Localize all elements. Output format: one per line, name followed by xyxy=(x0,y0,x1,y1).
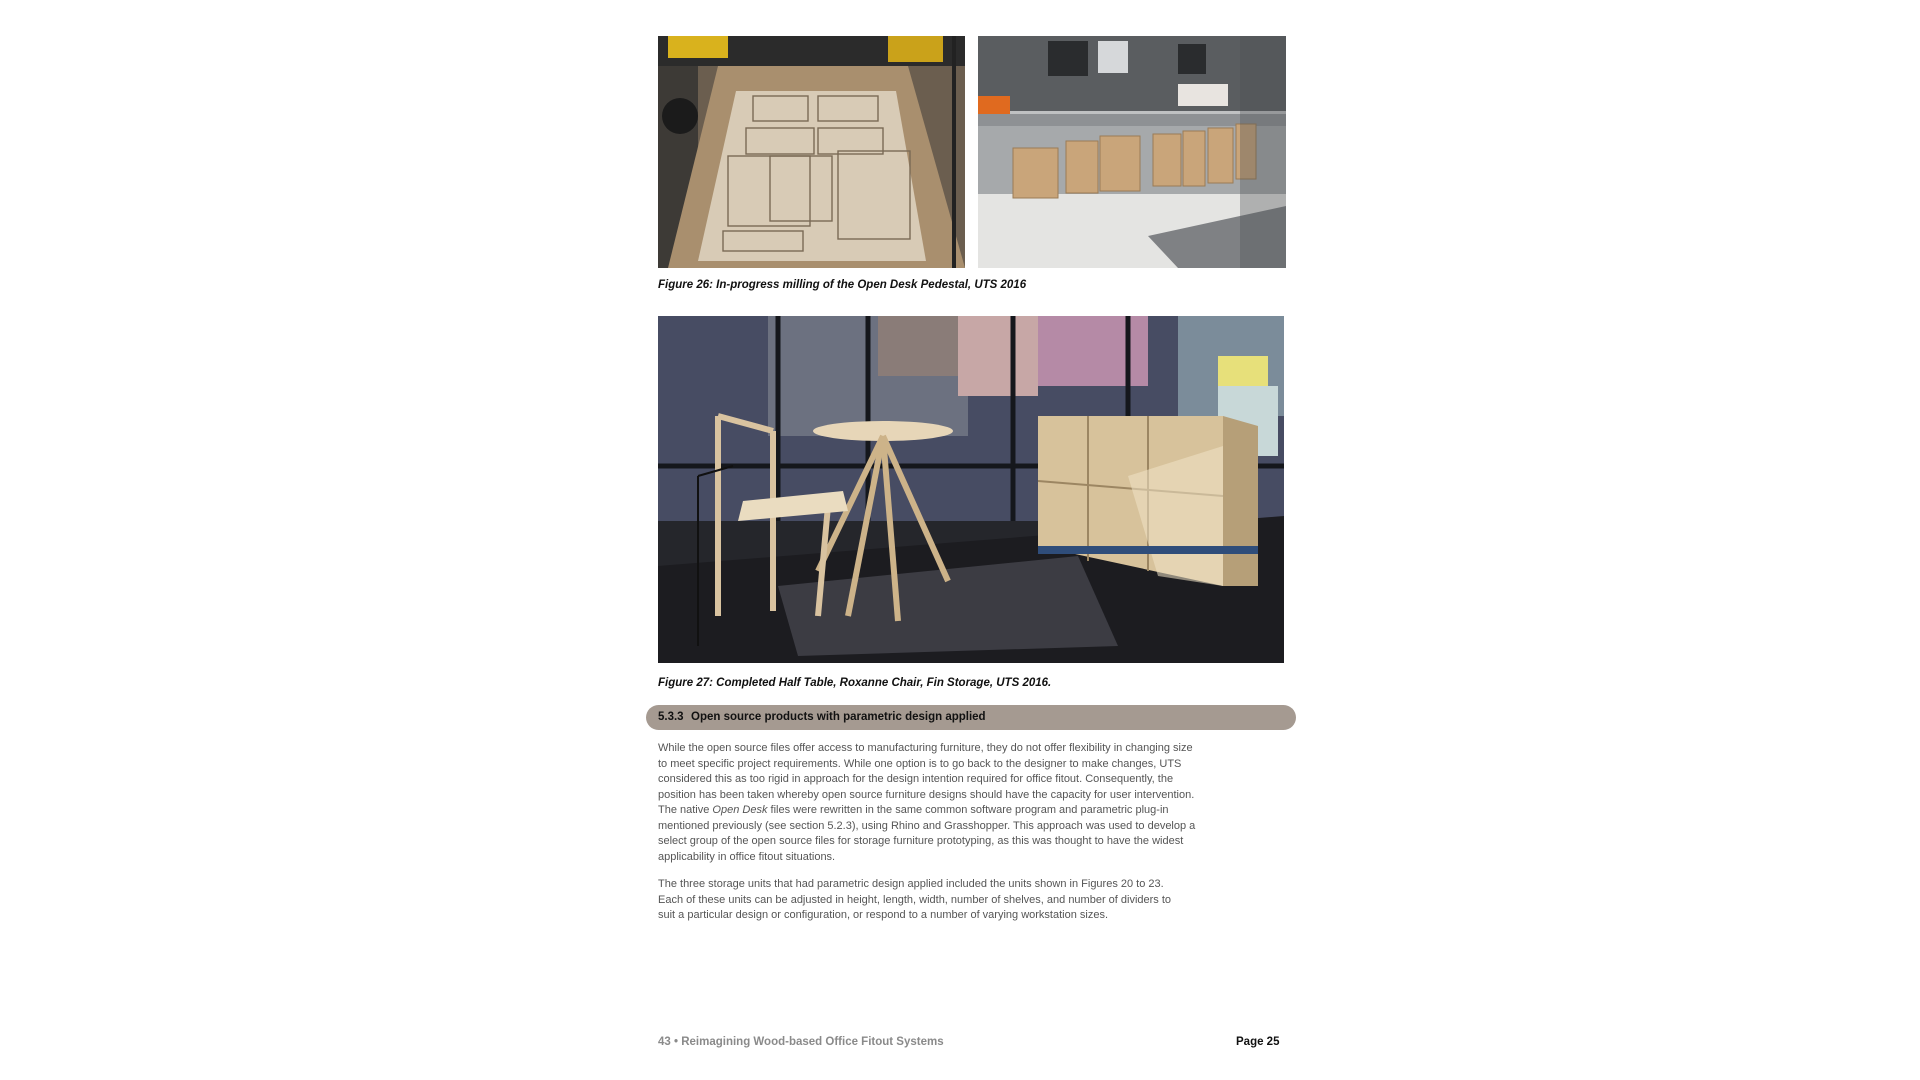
paragraph-line: select group of the open source files for storage furniture prototyping, as this was thought to have the widest xyxy=(658,835,1184,847)
paragraph-line: to meet specific project requirements. While one option is to go back to the designer to make changes, UTS xyxy=(658,757,1182,770)
paragraph-line: considered this as too rigid in approach for the design intention required for office fitout. Consequently, the xyxy=(658,773,1174,785)
paragraph-line xyxy=(658,803,1298,819)
paragraph-line: position has been taken whereby open source furniture designs should have the capacity for user intervention. xyxy=(658,788,1195,801)
page-number: Page 25 xyxy=(1236,1036,1280,1048)
section-number: 5.3.3 xyxy=(658,711,684,723)
paragraph-line: applicability in office fitout situations. xyxy=(658,850,836,863)
text-run: files were rewritten in the same common software program and parametric plug-in xyxy=(767,804,1169,816)
milled-panels-photo xyxy=(978,36,1286,268)
paragraph-line: Each of these units can be adjusted in height, length, width, number of shelves, and number of dividers to xyxy=(658,893,1172,906)
paragraph-1 xyxy=(658,741,1298,865)
cnc-milling-photo xyxy=(658,36,965,268)
section-title: Open source products with parametric design applied xyxy=(691,711,986,723)
section-heading-bar xyxy=(646,705,1296,730)
paragraph-2 xyxy=(658,877,1298,924)
italic-product-name: Open Desk xyxy=(712,804,768,816)
text-run: The native xyxy=(658,804,713,816)
figure-27-caption: Figure 27: Completed Half Table, Roxanne Chair, Fin Storage, UTS 2016. xyxy=(658,677,1052,689)
figure-26-caption: Figure 26: In-progress milling of the Open Desk Pedestal, UTS 2016 xyxy=(658,279,1027,291)
paragraph-line: mentioned previously (see section 5.2.3), using Rhino and Grasshopper. This approach was used to develop a xyxy=(658,819,1196,832)
paragraph-line: suit a particular design or configuration, or respond to a number of varying workstation sizes. xyxy=(658,909,1109,921)
paragraph-line: While the open source files offer access to manufacturing furniture, they do not offer flexibility in changing size xyxy=(658,742,1193,754)
furniture-showroom-photo xyxy=(658,316,1284,663)
footer-report-title: 43 • Reimagining Wood-based Office Fitout Systems xyxy=(658,1036,944,1048)
paragraph-line: The three storage units that had parametric design applied included the units shown in Figures 20 to 23. xyxy=(658,878,1164,890)
